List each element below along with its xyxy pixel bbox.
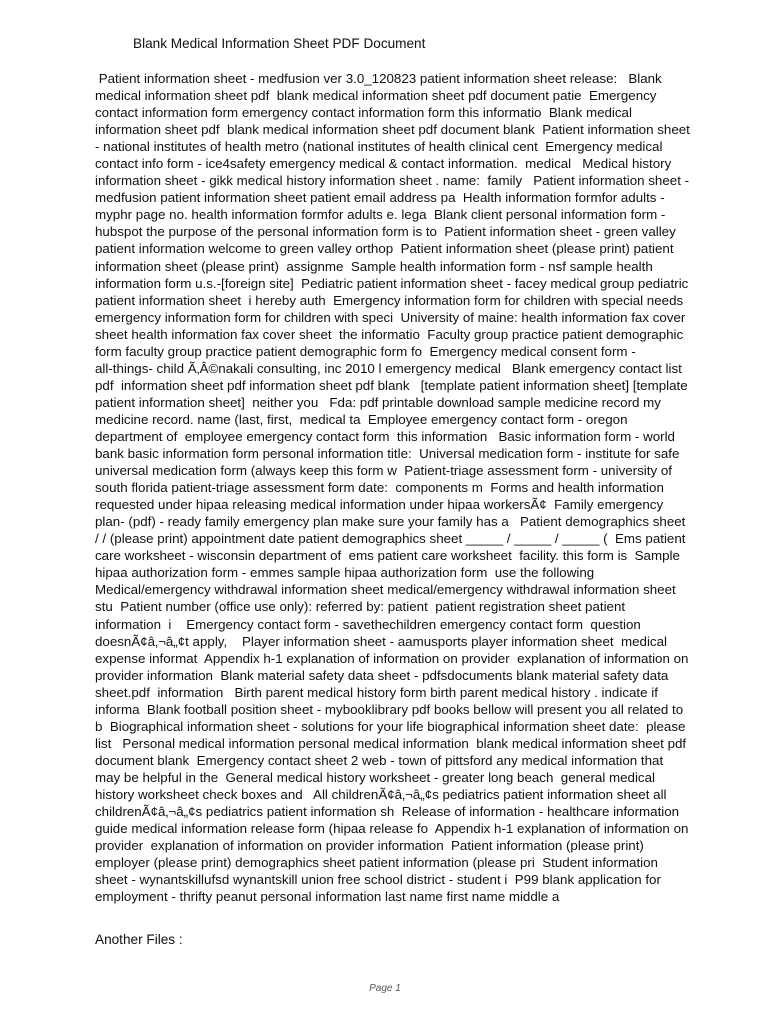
body-line: myphr page no. health information formfor adults e. lega Blank client personal information form -: [95, 207, 666, 223]
body-line: information form u.s.-[foreign site] Pediatric patient information sheet - facey medical group pediatric: [95, 275, 689, 291]
body-line: provider information Blank material safety data sheet - pdfsdocuments blank material safety data: [95, 667, 669, 683]
body-line: medical information sheet pdf blank medical information sheet pdf document patie Emergency: [95, 88, 657, 104]
body-line: expense informat Appendix h-1 explanation of information on provider explanation of information on: [95, 650, 689, 666]
body-line: patient information welcome to green valley orthop Patient information sheet (please print) patient: [95, 241, 674, 257]
body-line: list Personal medical information personal medical information blank medical information sheet pdf: [95, 735, 687, 751]
body-line: - national institutes of health metro (national institutes of health clinical cent Emergency medical: [95, 139, 663, 155]
body-line: Patient information sheet - medfusion ver 3.0_120823 patient information sheet release: Blank: [95, 71, 662, 86]
body-line: contact information form emergency contact information form this informatio Blank medical: [95, 105, 632, 121]
another-files-label: Another Files :: [95, 932, 183, 947]
body-line: pdf information sheet pdf information sheet pdf blank [template patient information sheet] [template: [95, 377, 688, 393]
body-line: department of employee emergency contact form this information Basic information form - world: [95, 428, 675, 444]
body-line: document blank Emergency contact sheet 2 web - town of pittsford any medical information that: [95, 752, 664, 768]
body-line: history worksheet check boxes and All childrenÃ¢â‚¬â„¢s pediatrics patient information sheet all: [95, 786, 667, 802]
body-line: plan- (pdf) - ready family emergency plan make sure your family has a Patient demographics sheet: [95, 514, 686, 530]
body-line: sheet health information fax cover sheet the informatio Faculty group practice patient demographic: [95, 326, 684, 342]
document-body: [95, 70, 735, 905]
body-line: universal medication form (always keep this form w Patient-triage assessment form - university of: [95, 463, 672, 479]
body-line: medicine record. name (last, first, medical ta Employee emergency contact form - oregon: [95, 411, 628, 427]
body-line: doesnÃ¢â‚¬â„¢t apply, Player information sheet - aamusports player information sheet medical: [95, 633, 667, 649]
body-line: contact info form - ice4safety emergency medical & contact information. medical Medical history: [95, 156, 672, 172]
page-number: Page 1: [369, 983, 401, 994]
body-line: sheet.pdf information Birth parent medical history form birth parent medical history . indicate if: [95, 684, 658, 700]
body-line: provider explanation of information on provider information Patient information (please print): [95, 838, 644, 854]
body-line: patient information sheet] neither you Fda: pdf printable download sample medicine record my: [95, 394, 661, 410]
body-line: sheet - wynantskillufsd wynantskill union free school district - student i P99 blank application for: [95, 872, 661, 888]
body-line: form faculty group practice patient demographic form fo Emergency medical consent form -: [95, 343, 636, 359]
body-line: information sheet - gikk medical history information sheet . name: family Patient information sheet -: [95, 173, 690, 189]
body-line: employer (please print) demographics sheet patient information (please pri Student information: [95, 855, 658, 871]
body-line: information sheet (please print) assignme Sample health information form - nsf sample health: [95, 258, 653, 274]
document-title: Blank Medical Information Sheet PDF Document: [133, 36, 426, 51]
body-line: hipaa authorization form - emmes sample hipaa authorization form use the following: [95, 565, 595, 581]
body-line: may be helpful in the General medical history worksheet - greater long beach general medical: [95, 769, 655, 785]
body-line: employment - thrifty peanut personal information last name first name middle a: [95, 889, 560, 905]
body-line: hubspot the purpose of the personal information form is to Patient information sheet - green valley: [95, 224, 676, 240]
body-line: b Biographical information sheet - solutions for your life biographical information sheet date: please: [95, 718, 686, 734]
body-line: guide medical information release form (hipaa release fo Appendix h-1 explanation of information on: [95, 821, 689, 837]
body-line: bank basic information form personal information title: Universal medication form - institute for safe: [95, 446, 680, 462]
body-line: childrenÃ¢â‚¬â„¢s pediatrics patient information sh Release of information - healthcare information: [95, 804, 680, 820]
body-line: requested under hipaa releasing medical information under hipaa workersÃ¢ Family emergency: [95, 497, 664, 513]
body-line: informa Blank football position sheet - mybooklibrary pdf books bellow will present you all related to: [95, 701, 684, 717]
body-line: patient information sheet i hereby auth Emergency information form for children with special needs: [95, 292, 684, 308]
body-line: south florida patient-triage assessment form date: components m Forms and health information: [95, 480, 664, 496]
body-line: / / (please print) appointment date patient demographics sheet _____ / _____ / _____ ( Ems patient: [95, 531, 686, 547]
body-line: all-things- child Ã‚Â©nakali consulting, inc 2010 l emergency medical Blank emergency contact list: [95, 360, 682, 376]
body-line: Medical/emergency withdrawal information sheet medical/emergency withdrawal information sheet: [95, 582, 676, 598]
body-line: stu Patient number (office use only): referred by: patient patient registration sheet patient: [95, 599, 626, 615]
body-line: medfusion patient information sheet patient email address pa Health information formfor adults -: [95, 190, 665, 206]
body-line: information sheet pdf blank medical information sheet pdf document blank Patient information sheet: [95, 122, 690, 138]
body-line: information i Emergency contact form - savethechildren emergency contact form question: [95, 616, 641, 632]
body-line: care worksheet - wisconsin department of ems patient care worksheet facility. this form is Sample: [95, 548, 680, 564]
body-line: emergency information form for children with speci University of maine: health information fax cover: [95, 309, 686, 325]
